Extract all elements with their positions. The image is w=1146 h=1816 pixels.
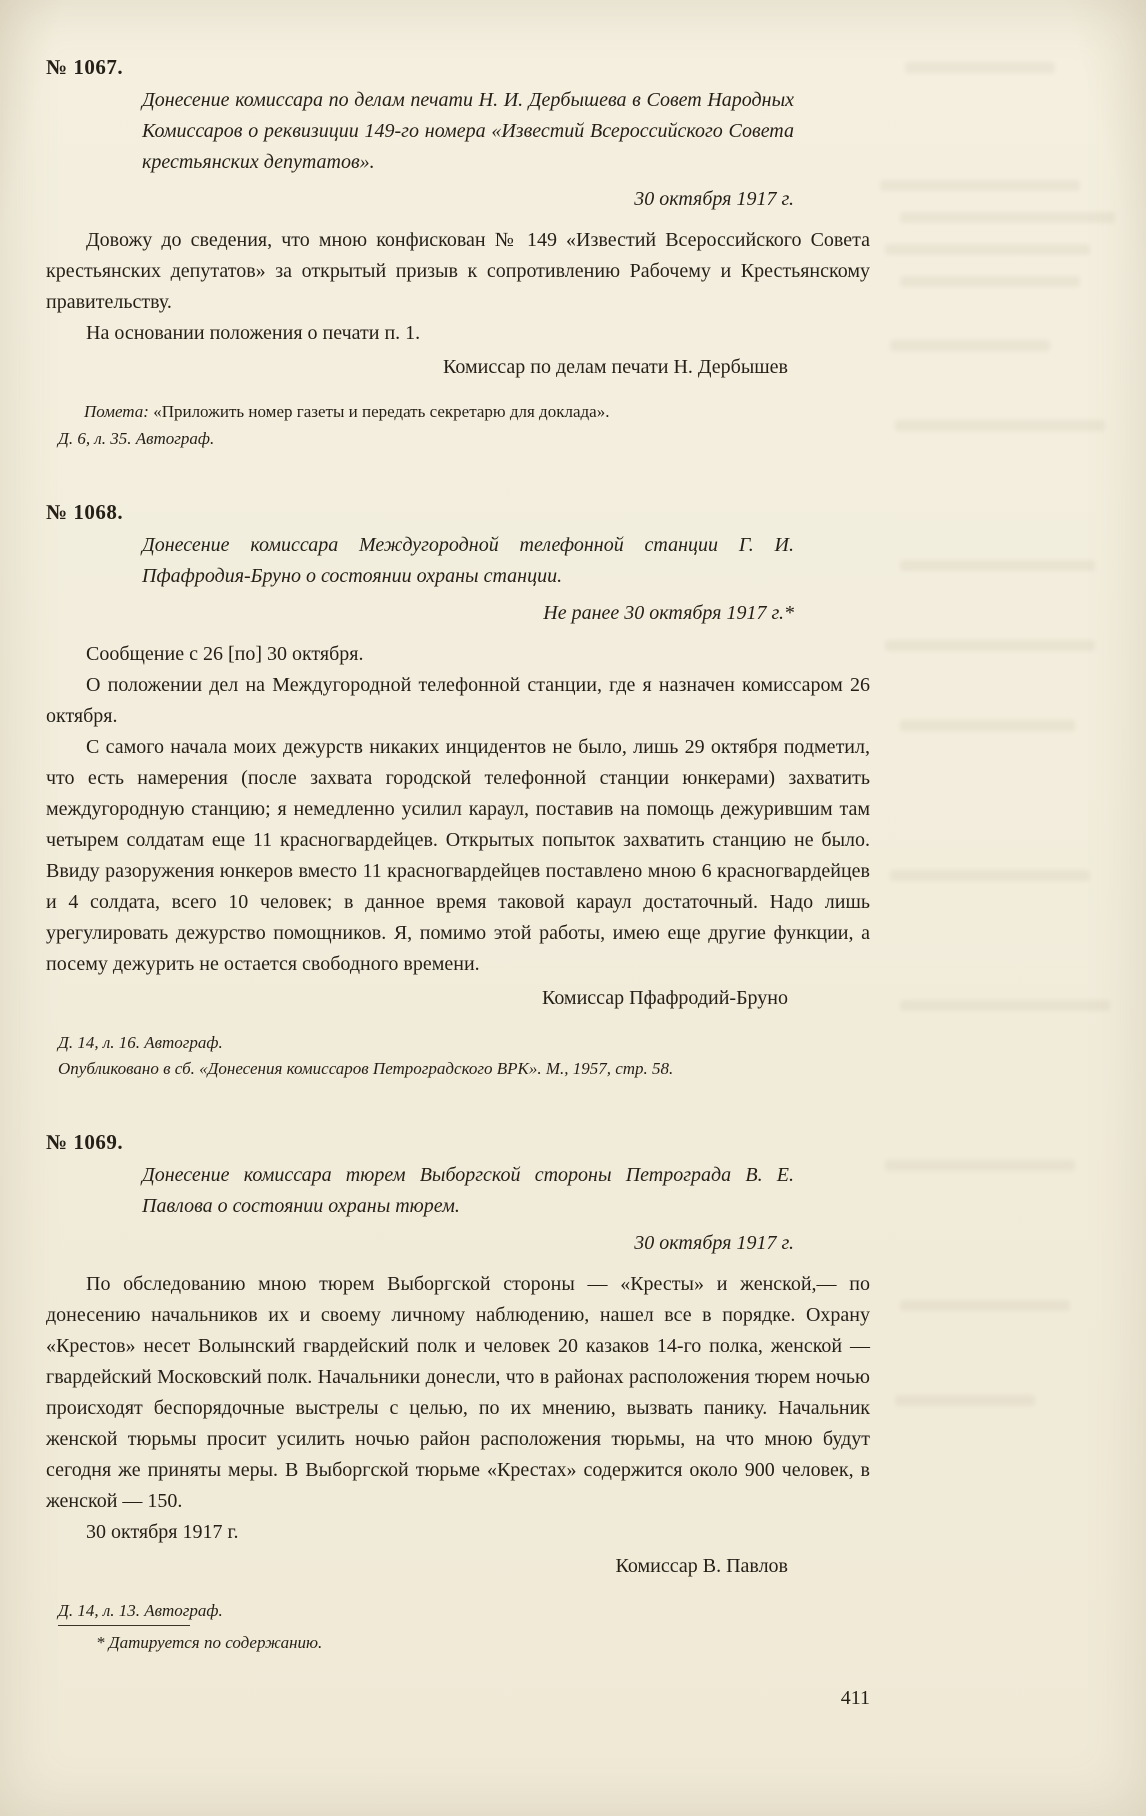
document-notes: [46, 1030, 870, 1081]
document-number: № 1069.: [46, 1130, 124, 1154]
footnote: * Датируется по содержанию.: [96, 1633, 323, 1652]
document-number: № 1068.: [46, 500, 124, 524]
document-paragraph: На основании положения о печати п. 1.: [86, 322, 421, 344]
pometa-label: Помета:: [84, 402, 149, 421]
footnote-rule: [58, 1625, 190, 1626]
pometa-text: «Приложить номер газеты и передать секретарю для доклада».: [153, 402, 610, 421]
document-signature: Комиссар В. Павлов: [615, 1555, 788, 1577]
document-title: Донесение комиссара тюрем Выборгской стороны Петрограда В. Е. Павлова о состоянии охраны тюрем.: [142, 1164, 794, 1217]
document-date-line: 30 октября 1917 г.: [86, 1521, 239, 1543]
document-1068: [46, 497, 870, 1081]
document-paragraph: С самого начала моих дежурств никаких инцидентов не было, лишь 29 октября подметил, что есть намерения (после захвата городской телефонной станции юнкерами) захватить междугородную станцию; я немедленно усилил караул, поставив на помощь дежурившим там четырем солдатам еще 11 красногвардейцев. Открытых попыток захватить станцию не было. Ввиду разоружения юнкеров вместо 11 красногвардейцев поставлено мною 6 красногвардейцев и 4 солдата, всего 10 человек; в данное время таковой караул достаточный. Надо лишь урегулировать дежурство помощников. Я, помимо этой работы, имею еще другие функции, а посему дежурить не остается свободного времени.: [46, 736, 870, 975]
publication-reference: Опубликовано в сб. «Донесения комиссаров Петроградского ВРК». М., 1957, стр. 58.: [58, 1059, 674, 1078]
document-1067: [46, 52, 870, 451]
document-notes: [46, 1598, 870, 1655]
document-date: 30 октября 1917 г.: [634, 188, 794, 210]
archive-reference: Д. 14, л. 16. Автограф.: [58, 1033, 223, 1052]
document-1069: [46, 1127, 870, 1655]
document-paragraph: О положении дел на Междугородной телефонной станции, где я назначен комиссаром 26 октября.: [46, 674, 870, 727]
archive-reference: Д. 6, л. 35. Автограф.: [58, 429, 215, 448]
document-date: 30 октября 1917 г.: [634, 1232, 794, 1254]
document-notes: [46, 399, 870, 451]
document-signature: Комиссар Пфафродий-Бруно: [541, 987, 788, 1009]
document-title: Донесение комиссара по делам печати Н. И. Дербышева в Совет Народных Комиссаров о реквизиции 149-го номера «Известий Всероссийского Совета крестьянских депутатов».: [142, 89, 794, 173]
document-paragraph: По обследованию мною тюрем Выборгской стороны — «Кресты» и женской,— по донесению начальников их и своему личному наблюдению, нашел все в порядке. Охрану «Крестов» несет Волынский гвардейский полк и человек 20 казаков 14-го полка, женской — гвардейский Московский полк. Начальники донесли, что в районах расположения тюрем ночью происходят беспорядочные выстрелы с целью, по их мнению, вызвать панику. Начальник женской тюрьмы просит усилить ночью район расположения тюрьмы, на что мною будут сегодня же приняты меры. В Выборгской тюрьме «Крестах» содержится около 900 человек, в женской — 150.: [46, 1273, 870, 1512]
document-date: Не ранее 30 октября 1917 г.*: [543, 602, 794, 624]
document-number: № 1067.: [46, 55, 124, 79]
page-number: 411: [840, 1687, 870, 1709]
document-signature: Комиссар по делам печати Н. Дербышев: [443, 356, 788, 378]
page-text-block: [46, 52, 870, 1714]
pometa-note: [84, 399, 870, 424]
document-title: Донесение комиссара Междугородной телефонной станции Г. И. Пфафродия-Бруно о состоянии охраны станции.: [142, 534, 794, 587]
document-paragraph: Сообщение с 26 [по] 30 октября.: [86, 643, 364, 665]
archive-reference: Д. 14, л. 13. Автограф.: [58, 1601, 223, 1620]
document-paragraph: Довожу до сведения, что мною конфискован № 149 «Известий Всероссийского Совета крестьянских депутатов» за открытый призыв к сопротивлению Рабочему и Крестьянскому правительству.: [46, 229, 870, 313]
